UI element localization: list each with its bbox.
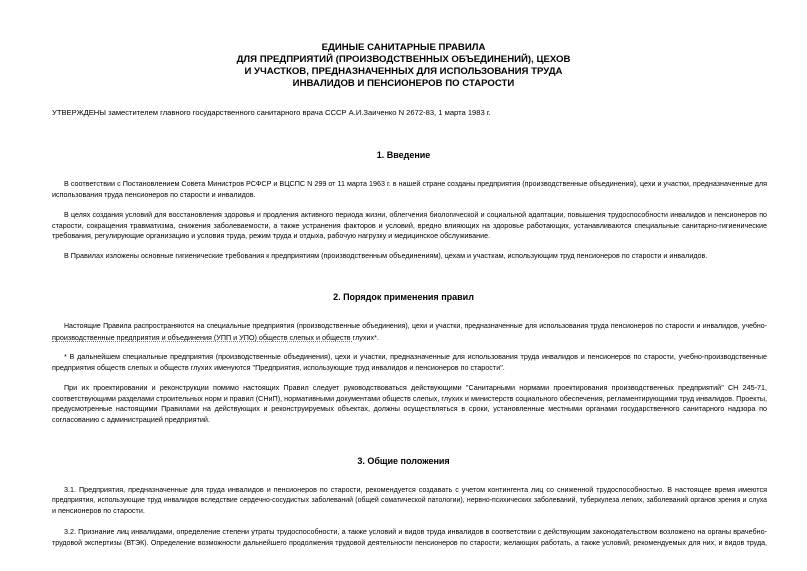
text-line: требования, регулирующие организацию и условия труда, режим труда и отдыха, рабочую нагрузку и медицинское обслуживание. (52, 231, 491, 240)
section-3-paragraph-1 (52, 485, 767, 517)
section-2-paragraph-2 (52, 383, 767, 425)
text-line: использования труда пенсионеров по старости и инвалидов. (52, 189, 256, 199)
text-line: В соответствии с Постановлением Совета Министров РСФСР и ВЦСПС N 299 от 11 марта 1963 г. в нашей стране созданы предприятия (производственные объединения), цехи и участки, предназначенные для (64, 179, 767, 188)
text-line: и пенсионеров по старости. (52, 506, 145, 515)
text-line: 3.2. Признание лиц инвалидами, определение степени утраты трудоспособности, а также условий и видов труда инвалидов в соответствии с действующим законодательством возложено на органы врачебно- (64, 527, 767, 536)
section-2-paragraph-1 (52, 322, 767, 343)
title-line: ИНВАЛИДОВ И ПЕНСИОНЕРОВ ПО СТАРОСТИ (292, 78, 515, 89)
document-title (0, 42, 807, 90)
text-line: В Правилах изложены основные гигиенические требования к предприятиям (производственным объединениям), цехам и участкам, использующим труд пенсионеров по старости и инвалидов. (64, 251, 708, 260)
title-line: И УЧАСТКОВ, ПРЕДНАЗНАЧЕННЫХ ДЛЯ ИСПОЛЬЗОВАНИЯ ТРУДА (244, 66, 563, 77)
section-1-paragraph-1 (52, 179, 767, 200)
text-line: трудовой экспертизы (ВТЭК). Определение возможности дальнейшего продолжения трудовой деятельности пенсионеров по старости, желающих работать, а также условий, рекомендуемых для них, и видов труда, (52, 538, 767, 547)
text-line: предприятия обществ слепых и обществ глухих именуются "Предприятия, использующие труд инвалидов и пенсионеров по старости". (52, 362, 505, 372)
text-line: 3.1. Предприятия, предназначенные для труда инвалидов и пенсионеров по старости, рекомендуется создавать с учетом контингента лиц со сниженной трудоспособностью. В настоящее время имеются (64, 485, 767, 494)
text-line: Настоящие Правила распространяются на специальные предприятия (производственные объединения), цехи и участки, предназначенные для использования труда пенсионеров по старости и инвалидов, учебно- (64, 323, 767, 330)
section-1-paragraph-2 (52, 210, 767, 242)
section-1-heading: 1. Введение (376, 150, 431, 160)
section-3-paragraph-2 (52, 527, 767, 548)
section-2-heading: 2. Порядок применения правил (333, 292, 474, 302)
text-line: производственные предприятия и объединения (УПП и УПО) обществ слепых и обществ глухих*. (52, 332, 379, 342)
section-1-paragraph-3 (52, 251, 767, 262)
section-3-heading: 3. Общие положения (357, 456, 450, 466)
footnote (52, 352, 767, 373)
text-line: * В дальнейшем специальные предприятия (производственные объединения), цехи и участки, предназначенные для использования труда инвалидов и пенсионеров по старости, учебно-производственные (64, 352, 767, 361)
footnote-separator (52, 341, 352, 342)
title-line: ЕДИНЫЕ САНИТАРНЫЕ ПРАВИЛА (321, 42, 486, 53)
text-line: старости, сокращения травматизма, снижения заболеваемости, а также устранения факторов и условий, вредно влияющих на здоровье работающих, устанавливаются специальные санитарно-гигиенические (52, 220, 767, 230)
text-line: В целях создания условий для восстановления здоровья и продления активного периода жизни, облегчения биологической и социальной адаптации, повышения трудоспособности инвалидов и пенсионеров по (64, 211, 767, 219)
text-line: предприятия, использующие труд инвалидов вследствие сердечно-сосудистых заболеваний (общей соматической патологии), нервно-психических заболеваний, туберкулеза легких, заболеваний органов зрения и слуха (52, 496, 767, 504)
text-line: соответствующими разделами строительных норм и правил (СНиП), нормативными документами обществ слепых, глухих и министерств социального обеспечения, регламентирующими труд инвалидов. Проекты, (52, 393, 767, 403)
text-line: согласованию с администрацией предприятий. (52, 414, 210, 424)
title-line: ДЛЯ ПРЕДПРИЯТИЙ (ПРОИЗВОДСТВЕННЫХ ОБЪЕДИНЕНИЙ), ЦЕХОВ (236, 54, 571, 65)
text-line: предусмотренные настоящими Правилами на действующих и реконструируемых объектах, должны осуществляться в сроки, установленные местными органами государственного санитарного надзора по (52, 404, 767, 413)
text-line: При их проектировании и реконструкции помимо настоящих Правил следует руководствоваться действующими "Санитарными нормами проектирования производственных предприятий" СН 245-71, (64, 383, 767, 392)
approval-note: УТВЕРЖДЕНЫ заместителем главного государственного санитарного врача СССР А.И.Заиченко N 2672-83, 1 марта 1983 г. (52, 108, 491, 117)
